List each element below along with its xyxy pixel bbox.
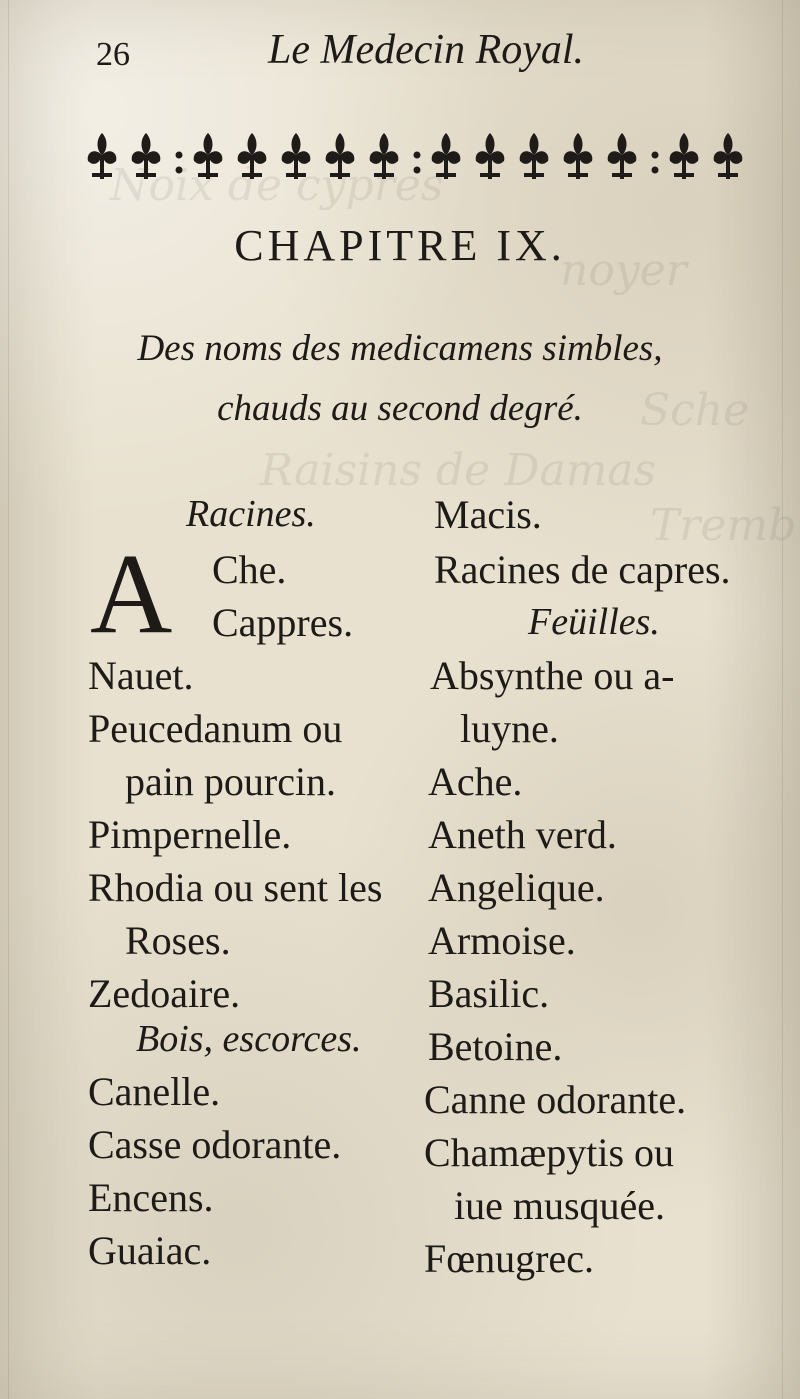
list-item: Pimpernelle. bbox=[88, 812, 292, 857]
list-item: Cappres. bbox=[212, 600, 354, 645]
list-item: Zedoaire. bbox=[88, 971, 241, 1016]
list-item: Fœnugrec. bbox=[424, 1236, 594, 1281]
list-item: Peucedanum ou bbox=[88, 706, 343, 751]
section-heading-racines: Racines. bbox=[186, 493, 316, 535]
show-through-text: Sche bbox=[640, 385, 750, 436]
list-item: Ache. bbox=[428, 759, 523, 804]
fleuron-ornament bbox=[86, 123, 746, 195]
list-item: Betoine. bbox=[428, 1024, 563, 1069]
list-item: Che. bbox=[212, 547, 287, 592]
list-item: Guaiac. bbox=[88, 1228, 212, 1273]
paper-crease bbox=[782, 0, 783, 1399]
section-heading-feuilles: Feüilles. bbox=[528, 601, 660, 643]
running-title: Le Medecin Royal. bbox=[268, 27, 585, 73]
show-through-text: Raisins de Damas bbox=[260, 445, 657, 496]
list-item: Armoise. bbox=[428, 918, 576, 963]
list-item: Angelique. bbox=[428, 865, 605, 910]
page-header bbox=[0, 26, 800, 86]
show-through-text: Noix de cypres bbox=[110, 160, 444, 211]
list-item: Roses. bbox=[125, 918, 231, 963]
list-item: Macis. bbox=[434, 492, 542, 537]
list-item: Basilic. bbox=[428, 971, 550, 1016]
list-item: Aneth verd. bbox=[428, 812, 617, 857]
chapter-title: CHAPITRE IX. bbox=[234, 221, 566, 270]
paper-crease bbox=[8, 0, 9, 1399]
list-item: Absynthe ou a- bbox=[430, 653, 675, 698]
list-item: Canelle. bbox=[88, 1069, 221, 1114]
list-item: luyne. bbox=[460, 706, 559, 751]
page-number: 26 bbox=[96, 36, 130, 73]
list-item: Rhodia ou sent les bbox=[88, 865, 383, 910]
list-item: Nauet. bbox=[88, 653, 194, 698]
chapter-subtitle-line-1: Des noms des medicamens simbles, bbox=[137, 328, 663, 369]
list-item: iue musquée. bbox=[454, 1183, 666, 1228]
list-item: Racines de capres. bbox=[434, 547, 731, 592]
list-item: Canne odorante. bbox=[424, 1077, 687, 1122]
show-through-text: Tremb bbox=[650, 500, 797, 551]
list-item: Encens. bbox=[88, 1175, 214, 1220]
chapter-subtitle-line-2: chauds au second degré. bbox=[217, 388, 583, 429]
list-item: pain pourcin. bbox=[125, 759, 337, 804]
list-item: Chamæpytis ou bbox=[424, 1130, 675, 1175]
section-heading-bois: Bois, escorces. bbox=[136, 1018, 362, 1060]
show-through-text: noyer bbox=[560, 245, 687, 296]
list-item: Casse odorante. bbox=[88, 1122, 342, 1167]
drop-cap: A bbox=[90, 530, 173, 657]
